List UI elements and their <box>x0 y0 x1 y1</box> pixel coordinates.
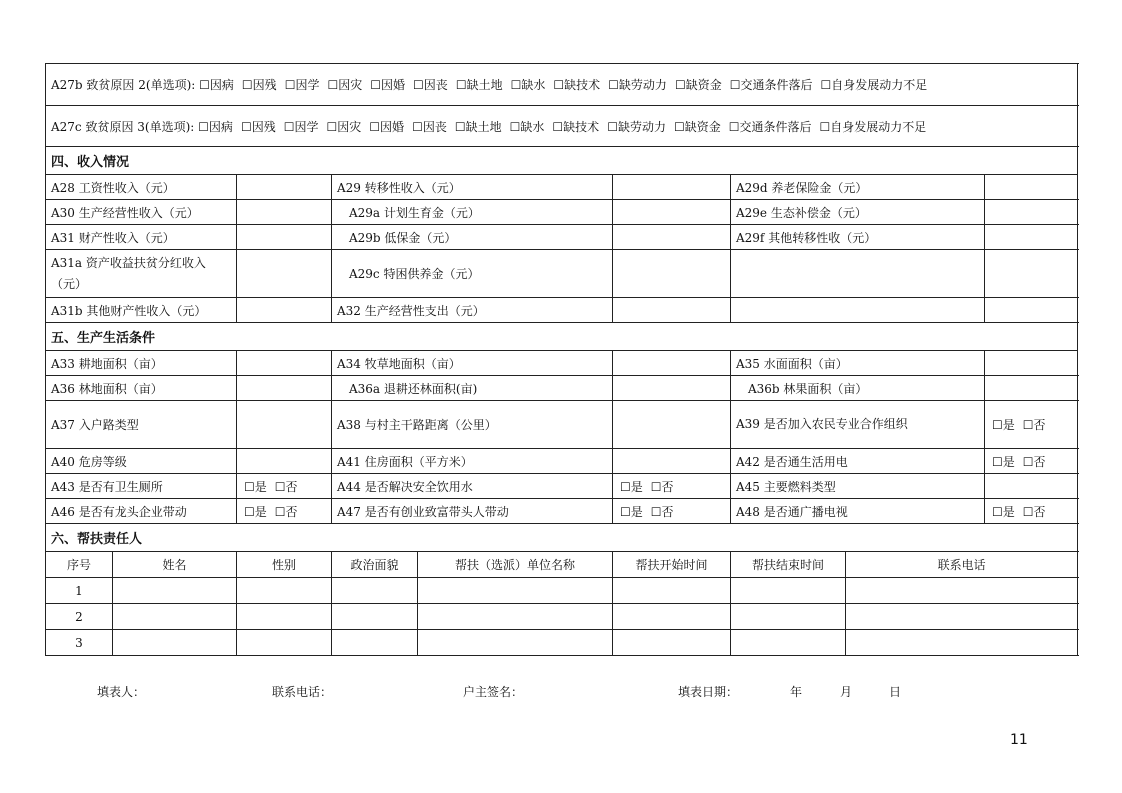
cause-cell <box>46 64 1078 106</box>
cell-political[interactable] <box>332 630 418 656</box>
yes-option[interactable] <box>620 480 643 494</box>
cell-political[interactable] <box>332 578 418 604</box>
input-a31a[interactable] <box>237 250 332 298</box>
conditions-row <box>46 449 1078 474</box>
cause-option-label: 缺资金 <box>685 78 722 92</box>
no-option[interactable] <box>275 505 298 519</box>
footer-date: 填表日期： <box>678 685 739 699</box>
empty-cell <box>731 250 985 298</box>
input-a36b[interactable] <box>985 376 1078 401</box>
checkbox-icon[interactable]: ☐ <box>552 119 564 134</box>
input-a29a[interactable] <box>613 200 731 225</box>
cause-option[interactable] <box>412 120 447 134</box>
yes-option[interactable] <box>992 505 1015 519</box>
cell-end[interactable] <box>731 604 846 630</box>
cause-option[interactable] <box>607 120 666 134</box>
cause-option[interactable] <box>675 78 722 92</box>
cause-cell <box>46 106 1078 147</box>
label-a48: A48 是否通广播电视 <box>731 499 985 524</box>
cause-option[interactable] <box>510 120 545 134</box>
checkbox-icon[interactable]: ☐ <box>244 479 255 494</box>
cause-option-label: 因学 <box>295 78 320 92</box>
header-name: 姓名 <box>113 552 237 578</box>
input-a38[interactable] <box>613 401 731 449</box>
label-a44: A44 是否解决安全饮用水 <box>332 474 613 499</box>
cell-name[interactable] <box>113 578 237 604</box>
checkbox-icon[interactable]: ☐ <box>674 78 686 92</box>
checkbox-icon[interactable]: ☐ <box>673 119 685 134</box>
label-a29d: A29d 养老保险金（元） <box>731 175 985 200</box>
label-a28: A28 工资性收入（元） <box>46 175 237 200</box>
page-number: 11 <box>1010 732 1028 748</box>
header-end: 帮扶结束时间 <box>731 552 846 578</box>
cell-name[interactable] <box>113 604 237 630</box>
checkbox-icon[interactable]: ☐ <box>607 119 618 134</box>
cause-option-label: 缺劳动力 <box>618 78 667 92</box>
checkbox-icon[interactable]: ☐ <box>620 504 631 519</box>
footer-filler: 填表人： <box>97 685 146 699</box>
label-a33: A33 耕地面积（亩） <box>46 351 237 376</box>
label-a32: A32 生产经营性支出（元） <box>332 298 613 323</box>
cause-label: A27c 致贫原因 3(单选项): <box>51 119 195 134</box>
label-a29b: A29b 低保金（元） <box>332 225 613 250</box>
cause-option[interactable] <box>730 78 813 92</box>
responsible-row <box>46 604 1078 630</box>
yes-option[interactable] <box>244 480 267 494</box>
empty-cell <box>731 298 985 323</box>
cause-option[interactable] <box>729 120 812 134</box>
form-footer <box>0 683 1122 703</box>
footer-phone: 联系电话： <box>272 685 333 699</box>
checkbox-icon[interactable]: ☐ <box>992 454 1003 469</box>
cause-option[interactable] <box>456 78 503 92</box>
yes-label: 是 <box>630 504 643 519</box>
checkbox-icon[interactable]: ☐ <box>198 119 209 134</box>
input-a28[interactable] <box>237 175 332 200</box>
checkbox-icon[interactable]: ☐ <box>369 119 381 134</box>
row-seq: 2 <box>46 604 113 630</box>
cause-option-label: 因婚 <box>380 119 405 134</box>
checkbox-icon[interactable]: ☐ <box>819 119 831 134</box>
checkbox-icon[interactable]: ☐ <box>553 78 565 92</box>
cause-option[interactable] <box>553 78 600 92</box>
no-option[interactable] <box>651 505 674 519</box>
cause-option-label: 自身发展动力不足 <box>830 119 927 134</box>
footer-month: 月 <box>840 685 853 699</box>
no-label: 否 <box>661 504 674 519</box>
household-survey-form <box>45 63 1078 656</box>
label-a29: A29 转移性收入（元） <box>332 175 613 200</box>
label-a35: A35 水面面积（亩） <box>731 351 985 376</box>
income-row <box>46 225 1078 250</box>
label-a39: A39 是否加入农民专业合作组织 <box>731 401 985 449</box>
footer-day: 日 <box>889 685 902 699</box>
input-a29[interactable] <box>613 175 731 200</box>
cause-options <box>198 120 934 134</box>
input-a31[interactable] <box>237 225 332 250</box>
cell-unit[interactable] <box>418 630 613 656</box>
header-political: 政治面貌 <box>332 552 418 578</box>
cause-label: A27b 致贫原因 2(单选项): <box>51 78 196 92</box>
label-a43: A43 是否有卫生厕所 <box>46 474 237 499</box>
section-title-income: 四、收入情况 <box>46 147 1078 175</box>
input-a33[interactable] <box>237 351 332 376</box>
no-label: 否 <box>1033 504 1046 519</box>
cause-option[interactable] <box>511 78 546 92</box>
yes-label: 是 <box>1002 454 1015 469</box>
cause-option-label: 因婚 <box>381 78 406 92</box>
cell-end[interactable] <box>731 578 846 604</box>
input-a45[interactable] <box>985 474 1078 499</box>
cause-option-label: 因丧 <box>422 119 447 134</box>
cause-option-label: 因灾 <box>338 78 363 92</box>
checkbox-icon[interactable]: ☐ <box>510 78 522 92</box>
input-a29f[interactable] <box>985 225 1078 250</box>
checkbox-icon[interactable]: ☐ <box>1022 418 1034 432</box>
checkbox-icon[interactable]: ☐ <box>327 78 339 92</box>
checkbox-icon[interactable]: ☐ <box>284 78 296 92</box>
checkbox-icon[interactable]: ☐ <box>608 78 619 92</box>
cell-phone[interactable] <box>846 578 1078 604</box>
cause-option[interactable] <box>242 78 277 92</box>
cause-option-label: 自身发展动力不足 <box>831 78 928 92</box>
conditions-row <box>46 401 1078 449</box>
label-a34: A34 牧草地面积（亩） <box>332 351 613 376</box>
cell-phone[interactable] <box>846 604 1078 630</box>
responsible-row <box>46 630 1078 656</box>
cause-option-label: 缺劳动力 <box>617 119 666 134</box>
cause-row-3 <box>46 106 1078 147</box>
label-a36a: A36a 退耕还林面积(亩) <box>332 376 613 401</box>
input-a30[interactable] <box>237 200 332 225</box>
footer-signature: 户主签名： <box>463 685 524 699</box>
income-row <box>46 200 1078 225</box>
label-a29c: A29c 特困供养金（元） <box>332 250 613 298</box>
cause-option-label: 缺水 <box>521 78 546 92</box>
label-a31b: A31b 其他财产性收入（元） <box>46 298 237 323</box>
cause-option[interactable] <box>369 120 404 134</box>
label-a38: A38 与村主干路距离（公里） <box>332 401 613 449</box>
input-a31b[interactable] <box>237 298 332 323</box>
income-row <box>46 250 1078 298</box>
checkbox-icon[interactable]: ☐ <box>650 504 662 519</box>
cause-option-label: 交通条件落后 <box>739 119 812 134</box>
cause-option[interactable] <box>552 120 599 134</box>
empty-cell <box>985 250 1078 298</box>
cause-option-label: 因灾 <box>337 119 362 134</box>
input-a35[interactable] <box>985 351 1078 376</box>
cause-option-label: 缺水 <box>520 119 545 134</box>
cause-option-label: 缺技术 <box>564 78 601 92</box>
input-a40[interactable] <box>237 449 332 474</box>
cell-end[interactable] <box>731 630 846 656</box>
cause-option-label: 缺土地 <box>465 119 502 134</box>
cause-option[interactable] <box>284 120 319 134</box>
cause-option[interactable] <box>370 78 405 92</box>
cause-option[interactable] <box>674 120 721 134</box>
income-row <box>46 298 1078 323</box>
conditions-row <box>46 351 1078 376</box>
checkbox-icon[interactable]: ☐ <box>455 78 467 92</box>
cause-option-label: 缺资金 <box>684 119 721 134</box>
no-option[interactable] <box>651 480 674 494</box>
yesno-a47[interactable] <box>613 499 731 524</box>
responsible-header-row <box>46 552 1078 578</box>
no-label: 否 <box>661 479 674 494</box>
input-a41[interactable] <box>613 449 731 474</box>
cause-option[interactable] <box>413 78 448 92</box>
yes-label: 是 <box>1002 418 1015 432</box>
cause-row-2 <box>46 64 1078 106</box>
yes-label: 是 <box>254 504 267 519</box>
conditions-row <box>46 474 1078 499</box>
label-a47: A47 是否有创业致富带头人带动 <box>332 499 613 524</box>
checkbox-icon[interactable]: ☐ <box>274 504 286 519</box>
label-a36: A36 林地面积（亩） <box>46 376 237 401</box>
cause-option[interactable] <box>327 78 362 92</box>
empty-cell <box>985 298 1078 323</box>
cause-option[interactable] <box>327 120 362 134</box>
label-a31: A31 财产性收入（元） <box>46 225 237 250</box>
section-responsible-row <box>46 524 1078 552</box>
cause-option[interactable] <box>198 120 233 134</box>
label-a29a: A29a 计划生育金（元） <box>332 200 613 225</box>
checkbox-icon[interactable]: ☐ <box>244 504 255 519</box>
yesno-a48[interactable] <box>985 499 1078 524</box>
yes-option[interactable] <box>620 505 643 519</box>
income-row <box>46 175 1078 200</box>
cell-gender[interactable] <box>237 630 332 656</box>
input-a29e[interactable] <box>985 200 1078 225</box>
label-a29e: A29e 生态补偿金（元） <box>731 200 985 225</box>
cell-gender[interactable] <box>237 604 332 630</box>
no-option[interactable] <box>1023 505 1046 519</box>
header-seq: 序号 <box>46 552 113 578</box>
no-label: 否 <box>285 504 298 519</box>
label-a36b: A36b 林果面积（亩） <box>731 376 985 401</box>
no-label: 否 <box>1033 454 1046 469</box>
checkbox-icon[interactable]: ☐ <box>1022 504 1034 519</box>
cause-option-label: 因学 <box>294 119 319 134</box>
cause-option[interactable] <box>455 120 502 134</box>
conditions-row <box>46 376 1078 401</box>
cell-unit[interactable] <box>418 604 613 630</box>
cause-option[interactable] <box>821 78 928 92</box>
cell-start[interactable] <box>613 630 731 656</box>
label-a42: A42 是否通生活用电 <box>731 449 985 474</box>
yesno-a46[interactable] <box>237 499 332 524</box>
checkbox-icon[interactable]: ☐ <box>650 479 662 494</box>
cause-option-label: 因病 <box>208 119 233 134</box>
label-a31a: A31a 资产收益扶贫分红收入（元） <box>46 250 237 298</box>
no-option[interactable] <box>275 480 298 494</box>
cause-option-label: 交通条件落后 <box>740 78 813 92</box>
header-gender: 性别 <box>237 552 332 578</box>
label-a45: A45 主要燃料类型 <box>731 474 985 499</box>
cell-phone[interactable] <box>846 630 1078 656</box>
section-title-responsible: 六、帮扶责任人 <box>46 524 1078 552</box>
cell-political[interactable] <box>332 604 418 630</box>
no-label: 否 <box>285 479 298 494</box>
checkbox-icon[interactable]: ☐ <box>370 78 382 92</box>
cause-option[interactable] <box>241 120 276 134</box>
no-label: 否 <box>1033 418 1046 432</box>
cause-option-label: 因残 <box>251 119 276 134</box>
checkbox-icon[interactable]: ☐ <box>283 119 295 134</box>
checkbox-icon[interactable]: ☐ <box>454 119 466 134</box>
input-a36a[interactable] <box>613 376 731 401</box>
section-title-conditions: 五、生产生活条件 <box>46 323 1078 351</box>
label-a41: A41 住房面积（平方米） <box>332 449 613 474</box>
cause-option[interactable] <box>608 78 667 92</box>
yes-label: 是 <box>254 479 267 494</box>
label-a40: A40 危房等级 <box>46 449 237 474</box>
checkbox-icon[interactable]: ☐ <box>241 78 253 92</box>
cell-name[interactable] <box>113 630 237 656</box>
input-a29b[interactable] <box>613 225 731 250</box>
yesno-a42[interactable] <box>985 449 1078 474</box>
label-a46: A46 是否有龙头企业带动 <box>46 499 237 524</box>
input-a37[interactable] <box>237 401 332 449</box>
input-a29c[interactable] <box>613 250 731 298</box>
input-a34[interactable] <box>613 351 731 376</box>
checkbox-icon[interactable]: ☐ <box>820 78 832 92</box>
checkbox-icon[interactable]: ☐ <box>412 119 423 134</box>
checkbox-icon[interactable]: ☐ <box>729 78 741 92</box>
yes-option[interactable] <box>244 505 267 519</box>
section-income-row <box>46 147 1078 175</box>
cell-start[interactable] <box>613 578 731 604</box>
yes-option[interactable] <box>992 455 1015 469</box>
cause-option[interactable] <box>285 78 320 92</box>
yes-label: 是 <box>1002 504 1015 519</box>
conditions-row <box>46 499 1078 524</box>
no-option[interactable] <box>1023 455 1046 469</box>
cause-option-label: 因丧 <box>423 78 448 92</box>
checkbox-icon[interactable]: ☐ <box>1022 454 1034 469</box>
cause-option-label: 因病 <box>209 78 234 92</box>
checkbox-icon[interactable]: ☐ <box>274 479 286 494</box>
no-option[interactable] <box>1023 418 1046 432</box>
checkbox-icon[interactable]: ☐ <box>992 504 1003 519</box>
footer-year: 年 <box>790 685 803 699</box>
cause-option[interactable] <box>820 120 927 134</box>
checkbox-icon[interactable]: ☐ <box>199 78 210 92</box>
label-a37: A37 入户路类型 <box>46 401 237 449</box>
cause-option-label: 缺技术 <box>563 119 600 134</box>
label-a30: A30 生产经营性收入（元） <box>46 200 237 225</box>
cause-option-label: 因残 <box>252 78 277 92</box>
input-a32[interactable] <box>613 298 731 323</box>
cell-start[interactable] <box>613 604 731 630</box>
yesno-a44[interactable] <box>613 474 731 499</box>
input-a36[interactable] <box>237 376 332 401</box>
input-a29d[interactable] <box>985 175 1078 200</box>
checkbox-icon[interactable]: ☐ <box>620 479 631 494</box>
header-phone: 联系电话 <box>846 552 1078 578</box>
yes-option[interactable] <box>992 418 1015 432</box>
checkbox-icon[interactable]: ☐ <box>240 119 252 134</box>
cell-unit[interactable] <box>418 578 613 604</box>
section-conditions-row <box>46 323 1078 351</box>
header-unit: 帮扶（选派）单位名称 <box>418 552 613 578</box>
cause-options <box>199 78 935 92</box>
row-seq: 1 <box>46 578 113 604</box>
label-a29f: A29f 其他转移性收（元） <box>731 225 985 250</box>
yesno-a39[interactable] <box>985 401 1078 449</box>
checkbox-icon[interactable]: ☐ <box>509 119 521 134</box>
row-seq: 3 <box>46 630 113 656</box>
cause-option-label: 缺土地 <box>466 78 503 92</box>
checkbox-icon[interactable]: ☐ <box>728 119 740 134</box>
yes-label: 是 <box>630 479 643 494</box>
cell-gender[interactable] <box>237 578 332 604</box>
yesno-a43[interactable] <box>237 474 332 499</box>
header-start: 帮扶开始时间 <box>613 552 731 578</box>
checkbox-icon[interactable]: ☐ <box>326 119 338 134</box>
checkbox-icon[interactable]: ☐ <box>992 418 1003 432</box>
checkbox-icon[interactable]: ☐ <box>413 78 424 92</box>
responsible-row <box>46 578 1078 604</box>
cause-option[interactable] <box>199 78 234 92</box>
